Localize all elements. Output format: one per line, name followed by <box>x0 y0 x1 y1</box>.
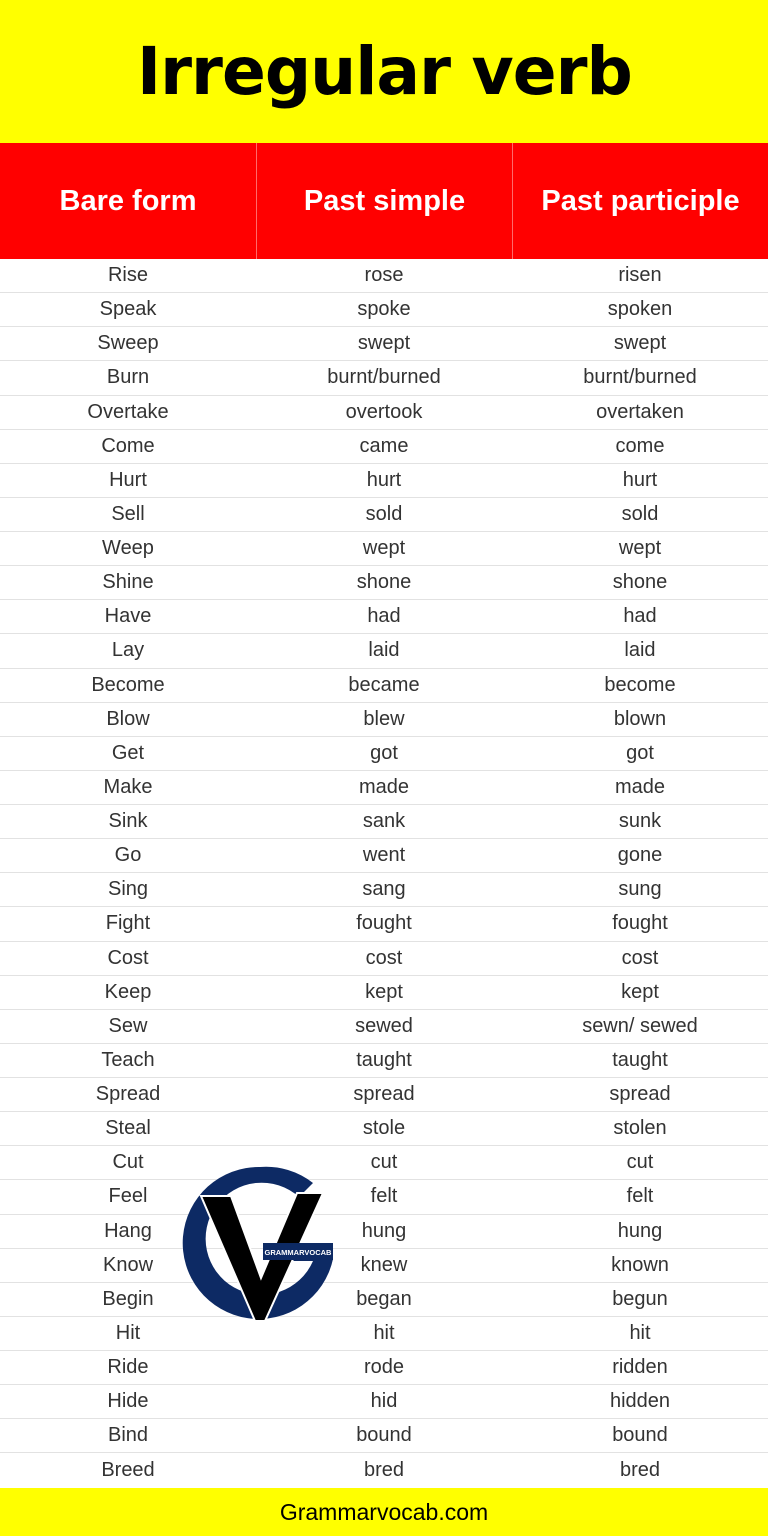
cell-bare-form: Overtake <box>87 400 169 423</box>
table-header <box>0 143 768 259</box>
cell-past-simple: sold <box>365 502 403 525</box>
cell-past-simple: had <box>367 605 401 628</box>
cell-past-simple: came <box>359 434 409 457</box>
table-row <box>0 1180 768 1214</box>
cell-past-simple: sang <box>362 878 406 901</box>
table-row <box>0 430 768 464</box>
table-row <box>0 1453 768 1487</box>
table-row <box>0 907 768 941</box>
cell-bare-form: Weep <box>102 537 154 560</box>
cell-past-simple: rode <box>363 1356 405 1379</box>
cell-bare-form: Have <box>104 605 152 628</box>
table-row <box>0 771 768 805</box>
cell-past-simple: fought <box>356 912 412 935</box>
table-row <box>0 1044 768 1078</box>
cell-past-participle: gone <box>617 844 663 867</box>
cell-past-simple: hit <box>373 1321 395 1344</box>
cell-past-simple: felt <box>370 1185 398 1208</box>
cell-bare-form: Sing <box>107 878 149 901</box>
cell-past-simple: sank <box>362 810 406 833</box>
cell-bare-form: Shine <box>102 571 154 594</box>
cell-past-simple: hurt <box>366 468 402 491</box>
table-row <box>0 737 768 771</box>
cell-past-participle: bound <box>612 1424 668 1447</box>
grammarvocab-logo-icon <box>181 1163 339 1323</box>
cell-past-participle: made <box>614 775 666 798</box>
table-row <box>0 532 768 566</box>
header-past-simple: Past simple <box>256 143 512 259</box>
cell-past-participle: become <box>604 673 676 696</box>
cell-past-participle: taught <box>612 1048 668 1071</box>
cell-past-simple: rose <box>364 264 404 287</box>
cell-past-participle: sung <box>618 878 662 901</box>
cell-bare-form: Bind <box>107 1424 149 1447</box>
cell-past-simple: burnt/burned <box>327 366 441 389</box>
table-row <box>0 1351 768 1385</box>
cell-bare-form: Keep <box>104 980 152 1003</box>
table-row <box>0 498 768 532</box>
cell-past-participle: stolen <box>613 1117 667 1140</box>
cell-past-participle: had <box>623 605 657 628</box>
table-row <box>0 293 768 327</box>
table-row <box>0 839 768 873</box>
cell-past-simple: hid <box>370 1390 398 1413</box>
table-row <box>0 703 768 737</box>
cell-past-simple: shone <box>356 571 412 594</box>
cell-bare-form: Sew <box>108 1014 148 1037</box>
table-row <box>0 805 768 839</box>
cell-past-participle: kept <box>621 980 659 1003</box>
table-row <box>0 669 768 703</box>
cell-bare-form: Know <box>102 1253 154 1276</box>
cell-bare-form: Teach <box>101 1048 155 1071</box>
table-row <box>0 600 768 634</box>
cell-past-simple: kept <box>365 980 403 1003</box>
cell-past-participle: blown <box>613 707 667 730</box>
cell-past-participle: swept <box>613 332 667 355</box>
table-row <box>0 259 768 293</box>
verb-table-body <box>0 259 768 1488</box>
cell-past-simple: swept <box>357 332 411 355</box>
table-row <box>0 566 768 600</box>
cell-past-participle: overtaken <box>596 400 684 423</box>
cell-past-participle: hung <box>617 1219 663 1242</box>
cell-bare-form: Blow <box>106 707 150 730</box>
cell-past-participle: risen <box>618 264 662 287</box>
table-row <box>0 976 768 1010</box>
cell-bare-form: Sweep <box>97 332 159 355</box>
cell-bare-form: Hurt <box>109 468 147 491</box>
cell-past-simple: overtook <box>345 400 423 423</box>
cell-past-participle: fought <box>612 912 668 935</box>
cell-bare-form: Steal <box>105 1117 151 1140</box>
cell-past-simple: began <box>356 1287 412 1310</box>
cell-bare-form: Sell <box>111 502 145 525</box>
cell-past-participle: hidden <box>609 1390 671 1413</box>
cell-past-simple: made <box>358 775 410 798</box>
table-row <box>0 1078 768 1112</box>
cell-past-participle: spread <box>609 1083 671 1106</box>
cell-past-participle: come <box>615 434 665 457</box>
cell-past-simple: spoke <box>357 298 411 321</box>
cell-past-simple: sewed <box>355 1014 413 1037</box>
cell-bare-form: Spread <box>95 1083 161 1106</box>
footer-banner <box>0 1488 768 1536</box>
cell-bare-form: Speak <box>99 298 157 321</box>
cell-past-participle: bred <box>619 1458 661 1481</box>
cell-past-simple: bound <box>356 1424 412 1447</box>
cell-past-participle: spoken <box>607 298 673 321</box>
cell-bare-form: Fight <box>105 912 151 935</box>
table-row <box>0 873 768 907</box>
cell-past-participle: hit <box>629 1321 651 1344</box>
table-row <box>0 1010 768 1044</box>
cell-bare-form: Sink <box>108 810 148 833</box>
cell-bare-form: Cut <box>112 1151 144 1174</box>
header-past-participle: Past participle <box>512 143 768 259</box>
cell-bare-form: Hang <box>104 1219 152 1242</box>
cell-past-participle: ridden <box>612 1356 668 1379</box>
cell-past-participle: sold <box>621 502 659 525</box>
table-row <box>0 1112 768 1146</box>
cell-bare-form: Get <box>111 741 145 764</box>
cell-past-simple: blew <box>363 707 405 730</box>
cell-bare-form: Ride <box>107 1356 149 1379</box>
table-row <box>0 396 768 430</box>
cell-bare-form: Feel <box>108 1185 148 1208</box>
table-row <box>0 1249 768 1283</box>
table-row <box>0 327 768 361</box>
cell-past-simple: stole <box>362 1117 406 1140</box>
cell-bare-form: Hide <box>107 1390 149 1413</box>
title-banner <box>0 0 768 143</box>
cell-past-simple: went <box>362 844 406 867</box>
cell-past-participle: shone <box>612 571 668 594</box>
footer-site-link[interactable]: Grammarvocab.com <box>279 1498 489 1525</box>
cell-bare-form: Make <box>103 775 153 798</box>
cell-past-simple: knew <box>360 1253 408 1276</box>
table-row <box>0 1146 768 1180</box>
cell-bare-form: Breed <box>101 1458 155 1481</box>
cell-bare-form: Go <box>114 844 142 867</box>
cell-bare-form: Become <box>91 673 165 696</box>
table-row <box>0 942 768 976</box>
header-bare-form: Bare form <box>59 184 197 217</box>
cell-past-participle: wept <box>618 537 662 560</box>
cell-past-participle: burnt/burned <box>583 366 697 389</box>
cell-past-participle: laid <box>624 639 656 662</box>
page-title: Irregular verb <box>136 33 632 110</box>
cell-bare-form: Hit <box>115 1321 141 1344</box>
table-row <box>0 361 768 395</box>
table-row <box>0 634 768 668</box>
cell-bare-form: Burn <box>106 366 150 389</box>
cell-past-participle: hurt <box>622 468 658 491</box>
cell-bare-form: Lay <box>111 639 145 662</box>
table-row <box>0 1283 768 1317</box>
cell-past-simple: hung <box>361 1219 407 1242</box>
cell-past-participle: known <box>611 1253 669 1276</box>
cell-bare-form: Come <box>101 434 155 457</box>
cell-past-participle: sunk <box>618 810 662 833</box>
cell-past-participle: felt <box>626 1185 654 1208</box>
table-row <box>0 1215 768 1249</box>
svg-text:GRAMMARVOCAB: GRAMMARVOCAB <box>264 1248 332 1257</box>
cell-past-simple: cost <box>365 946 403 969</box>
cell-past-participle: begun <box>612 1287 668 1310</box>
table-row <box>0 1317 768 1351</box>
cell-past-simple: wept <box>362 537 406 560</box>
table-row <box>0 1385 768 1419</box>
cell-past-participle: cost <box>621 946 659 969</box>
cell-past-simple: cut <box>370 1151 398 1174</box>
cell-past-participle: sewn/ sewed <box>582 1014 698 1037</box>
cell-bare-form: Cost <box>107 946 149 969</box>
cell-bare-form: Rise <box>107 264 148 287</box>
table-row <box>0 1419 768 1453</box>
cell-past-simple: bred <box>363 1458 405 1481</box>
table-row <box>0 464 768 498</box>
cell-past-participle: got <box>626 741 654 764</box>
cell-past-participle: cut <box>626 1151 654 1174</box>
cell-past-simple: laid <box>368 639 400 662</box>
cell-past-simple: spread <box>353 1083 415 1106</box>
cell-past-simple: became <box>348 673 420 696</box>
cell-past-simple: got <box>370 741 398 764</box>
cell-past-simple: taught <box>356 1048 412 1071</box>
cell-bare-form: Begin <box>102 1287 154 1310</box>
